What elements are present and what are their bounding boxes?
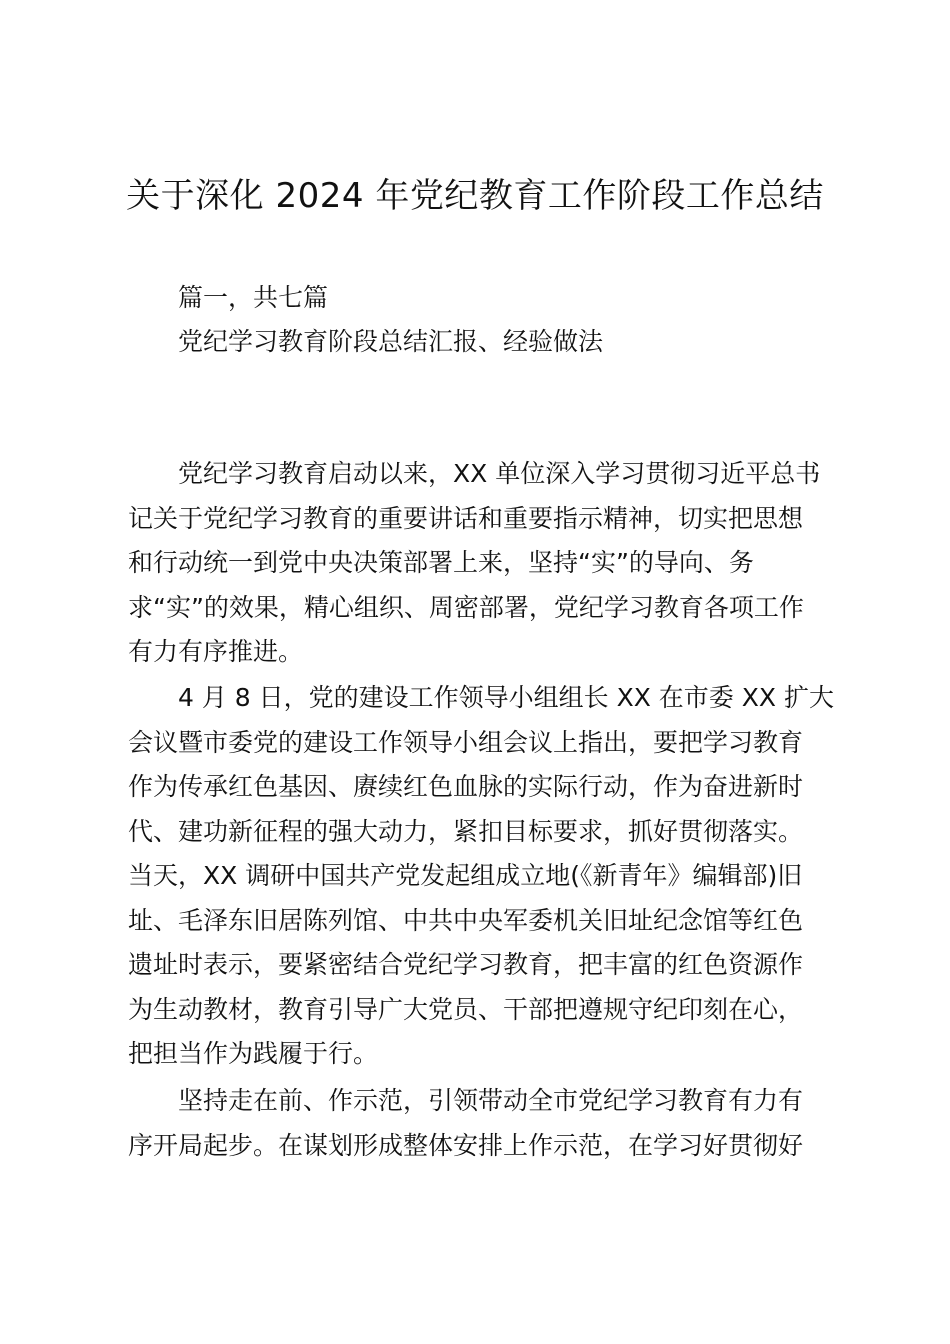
paragraph-line: 遗址时表示，要紧密结合党纪学习教育，把丰富的红色资源作 <box>128 950 804 979</box>
paragraph-line: 求“实”的效果，精心组织、周密部署，党纪学习教育各项工作 <box>128 592 804 622</box>
paragraph-line: 4 月 8 日，党的建设工作领导小组组长 XX 在市委 XX 扩大 <box>178 683 834 712</box>
paragraph-1 <box>128 452 828 675</box>
paragraph-line: 序开局起步。在谋划形成整体安排上作示范，在学习好贯彻好 <box>128 1130 804 1160</box>
series-label: 篇一，共七篇 <box>178 283 329 312</box>
paragraph-line: 当天，XX 调研中国共产党发起组成立地(《新青年》编辑部)旧 <box>128 861 803 890</box>
paragraph-line: 把担当作为践履于行。 <box>128 1039 379 1068</box>
paragraph-line: 和行动统一到党中央决策部署上来，坚持“实”的导向、务 <box>128 548 754 577</box>
paragraph-line: 作为传承红色基因、赓续红色血脉的实际行动，作为奋进新时 <box>128 772 804 801</box>
paragraph-line: 有力有序推进。 <box>128 637 304 666</box>
paragraph-line: 坚持走在前、作示范，引领带动全市党纪学习教育有力有 <box>178 1086 804 1115</box>
paragraph-2 <box>128 676 834 1077</box>
document-subtitle: 党纪学习教育阶段总结汇报、经验做法 <box>178 327 604 356</box>
paragraph-3 <box>128 1079 828 1168</box>
paragraph-line: 记关于党纪学习教育的重要讲话和重要指示精神，切实把思想 <box>128 503 804 533</box>
paragraph-line: 代、建功新征程的强大动力，紧扣目标要求，抓好贯彻落实。 <box>128 816 804 846</box>
paragraph-line: 会议暨市委党的建设工作领导小组会议上指出，要把学习教育 <box>128 727 804 757</box>
paragraph-line: 党纪学习教育启动以来，XX 单位深入学习贯彻习近平总书 <box>178 459 821 488</box>
paragraph-line: 为生动教材，教育引导广大党员、干部把遵规守纪印刻在心， <box>128 994 804 1024</box>
document-title: 关于深化 2024 年党纪教育工作阶段工作总结 <box>126 176 824 216</box>
paragraph-line: 址、毛泽东旧居陈列馆、中共中央军委机关旧址纪念馆等红色 <box>128 905 804 935</box>
